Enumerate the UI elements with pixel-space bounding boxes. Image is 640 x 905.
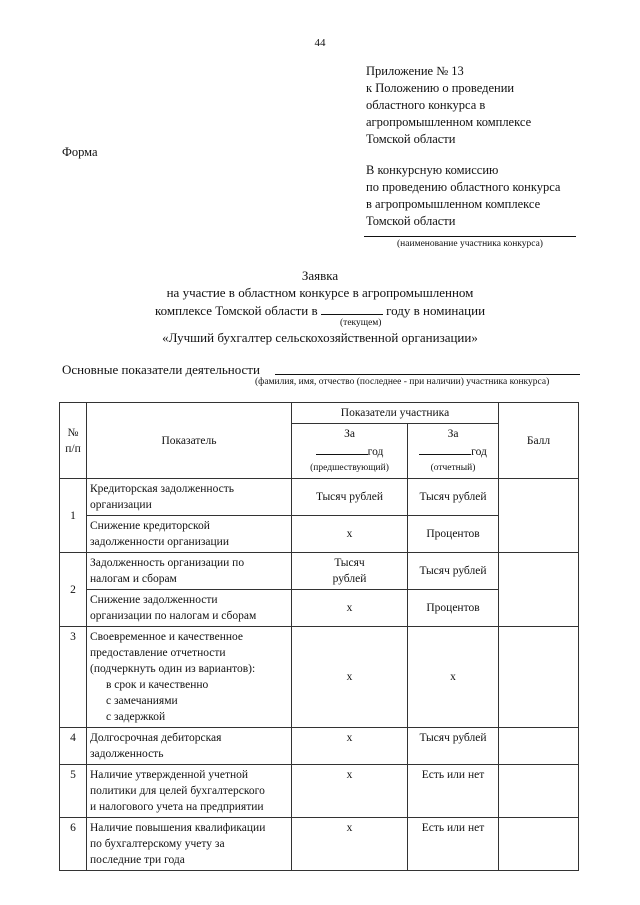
option-item[interactable]: в срок и качественно — [106, 679, 209, 691]
row-rep-value: Есть или нет — [408, 765, 499, 818]
header-indicator: Показатель — [87, 403, 292, 479]
header-participant: Показатели участника — [292, 403, 499, 424]
row-indicator: Долгосрочная дебиторская задолженность — [87, 728, 292, 765]
application-line-post: году в номинации — [386, 303, 486, 318]
commission-line: Томской области — [366, 214, 456, 228]
row-num: 5 — [60, 765, 87, 818]
header-num: № п/п — [60, 403, 87, 479]
commission-block — [366, 162, 560, 230]
row-rep-value: Тысяч рублей — [408, 728, 499, 765]
row-indicator: Наличие утвержденной учетной политики для целей бухгалтерского и налогового учета на предприятии — [87, 765, 292, 818]
row-score[interactable] — [499, 553, 579, 627]
row-prev-value: Тысяч рублей — [292, 479, 408, 516]
participant-fio-line[interactable] — [275, 374, 580, 375]
appendix-line: Томской области — [366, 132, 456, 146]
row-score[interactable] — [499, 818, 579, 871]
row-prev-value: Тысяч рублей — [292, 553, 408, 590]
row-prev-value: х — [292, 590, 408, 627]
header-prev-year: За год (предшествующий) — [292, 424, 408, 479]
appendix-line: агропромышленном комплексе — [366, 115, 532, 129]
row-prev-value: х — [292, 818, 408, 871]
commission-line: по проведению областного конкурса — [366, 180, 561, 194]
prev-year-blank[interactable] — [316, 442, 368, 455]
row-prev-value: х — [292, 516, 408, 553]
appendix-title: Приложение № 13 — [366, 64, 464, 78]
row-indicator: Снижение задолженности организации по налогам и сборам — [87, 590, 292, 627]
row-num: 4 — [60, 728, 87, 765]
appendix-block — [366, 63, 531, 148]
participant-fio-caption: (фамилия, имя, отчество (последнее - при наличии) участника конкурса) — [255, 377, 550, 387]
row-indicator: Снижение кредиторской задолженности организации — [87, 516, 292, 553]
participant-name-line[interactable] — [364, 236, 576, 237]
page-number: 44 — [314, 37, 326, 49]
row-indicator: Задолженность организации по налогам и сборам — [87, 553, 292, 590]
header-score: Балл — [499, 403, 579, 479]
row-rep-value: Процентов — [408, 516, 499, 553]
row-score[interactable] — [499, 627, 579, 728]
row-rep-value: Тысяч рублей — [408, 553, 499, 590]
current-year-caption: (текущем) — [340, 318, 382, 328]
option-item[interactable]: с задержкой — [106, 711, 166, 723]
application-line-pre: комплексе Томской области в — [154, 303, 318, 318]
row-num: 3 — [60, 627, 87, 728]
row-num: 6 — [60, 818, 87, 871]
row-rep-value: Тысяч рублей — [408, 479, 499, 516]
option-item[interactable]: с замечаниями — [106, 695, 178, 707]
row-score[interactable] — [499, 728, 579, 765]
rep-year-blank[interactable] — [419, 442, 471, 455]
application-year-line — [0, 302, 640, 319]
row-rep-value: Процентов — [408, 590, 499, 627]
row-score[interactable] — [499, 479, 579, 553]
commission-line: В конкурсную комиссию — [366, 163, 499, 177]
row-rep-value: Есть или нет — [408, 818, 499, 871]
row-indicator: Кредиторская задолженность организации — [87, 479, 292, 516]
row-prev-value: х — [292, 765, 408, 818]
application-line: на участие в областном конкурсе в агропромышленном — [166, 285, 474, 300]
indicators-label: Основные показатели деятельности — [62, 362, 260, 377]
participant-name-caption: (наименование участника конкурса) — [397, 239, 543, 249]
form-label: Форма — [62, 145, 98, 159]
row-indicator: Наличие повышения квалификации по бухгалтерскому учету за последние три года — [87, 818, 292, 871]
row-prev-value: х — [292, 728, 408, 765]
appendix-line: к Положению о проведении — [366, 81, 515, 95]
row-num: 2 — [60, 553, 87, 627]
row-rep-value: х — [408, 627, 499, 728]
nomination: «Лучший бухгалтер сельскохозяйственной организации» — [162, 330, 478, 345]
year-blank[interactable] — [321, 302, 383, 315]
application-title: Заявка — [301, 268, 339, 283]
header-rep-year: За год (отчетный) — [408, 424, 499, 479]
commission-line: в агропромышленном комплексе — [366, 197, 541, 211]
row-prev-value: х — [292, 627, 408, 728]
row-indicator: Своевременное и качественное предоставление отчетности (подчеркнуть один из вариантов): в срок и качественно с замечаниями с задержкой — [87, 627, 292, 728]
indicators-table — [59, 402, 579, 871]
row-score[interactable] — [499, 765, 579, 818]
row-num: 1 — [60, 479, 87, 553]
appendix-line: областного конкурса в — [366, 98, 486, 112]
